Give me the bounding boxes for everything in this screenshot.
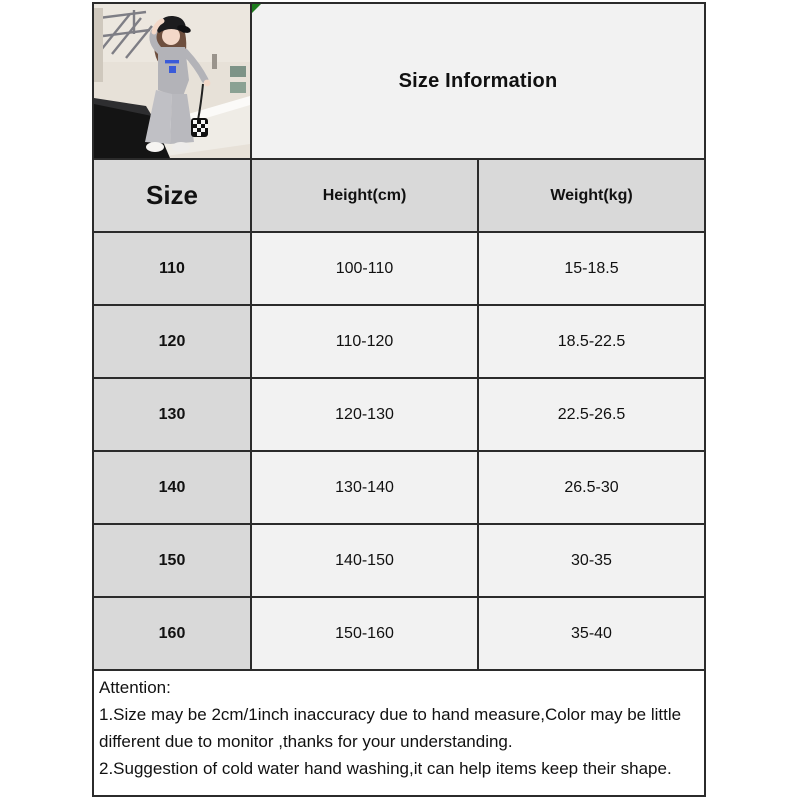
size-chart-sheet <box>92 2 706 797</box>
height-value: 130-140 <box>252 452 477 523</box>
attention-box <box>94 671 704 795</box>
product-photo <box>94 4 250 158</box>
cell-corner-marker-icon <box>252 4 261 13</box>
weight-value: 18.5-22.5 <box>479 306 704 377</box>
weight-value: 30-35 <box>479 525 704 596</box>
attention-note-1: 1.Size may be 2cm/1inch inaccuracy due to hand measure,Color may be little different due to monitor ,thanks for your understanding. <box>99 705 682 751</box>
size-value: 120 <box>94 306 250 377</box>
column-header-size: Size <box>94 160 250 231</box>
column-header-height: Height(cm) <box>252 160 477 231</box>
size-value: 150 <box>94 525 250 596</box>
weight-value: 26.5-30 <box>479 452 704 523</box>
size-value: 140 <box>94 452 250 523</box>
size-value: 160 <box>94 598 250 669</box>
size-value: 110 <box>94 233 250 304</box>
size-value: 130 <box>94 379 250 450</box>
weight-value: 35-40 <box>479 598 704 669</box>
weight-value: 22.5-26.5 <box>479 379 704 450</box>
product-photo-illustration <box>94 4 250 158</box>
attention-heading: Attention: <box>99 678 171 697</box>
header-row <box>94 4 704 158</box>
title-cell <box>252 4 704 158</box>
height-value: 110-120 <box>252 306 477 377</box>
attention-note-2: 2.Suggestion of cold water hand washing,it can help items keep their shape. <box>99 759 672 778</box>
height-value: 120-130 <box>252 379 477 450</box>
column-header-weight: Weight(kg) <box>479 160 704 231</box>
height-value: 150-160 <box>252 598 477 669</box>
page-title: Size Information <box>398 69 558 92</box>
size-table <box>94 160 704 669</box>
height-value: 140-150 <box>252 525 477 596</box>
height-value: 100-110 <box>252 233 477 304</box>
weight-value: 15-18.5 <box>479 233 704 304</box>
